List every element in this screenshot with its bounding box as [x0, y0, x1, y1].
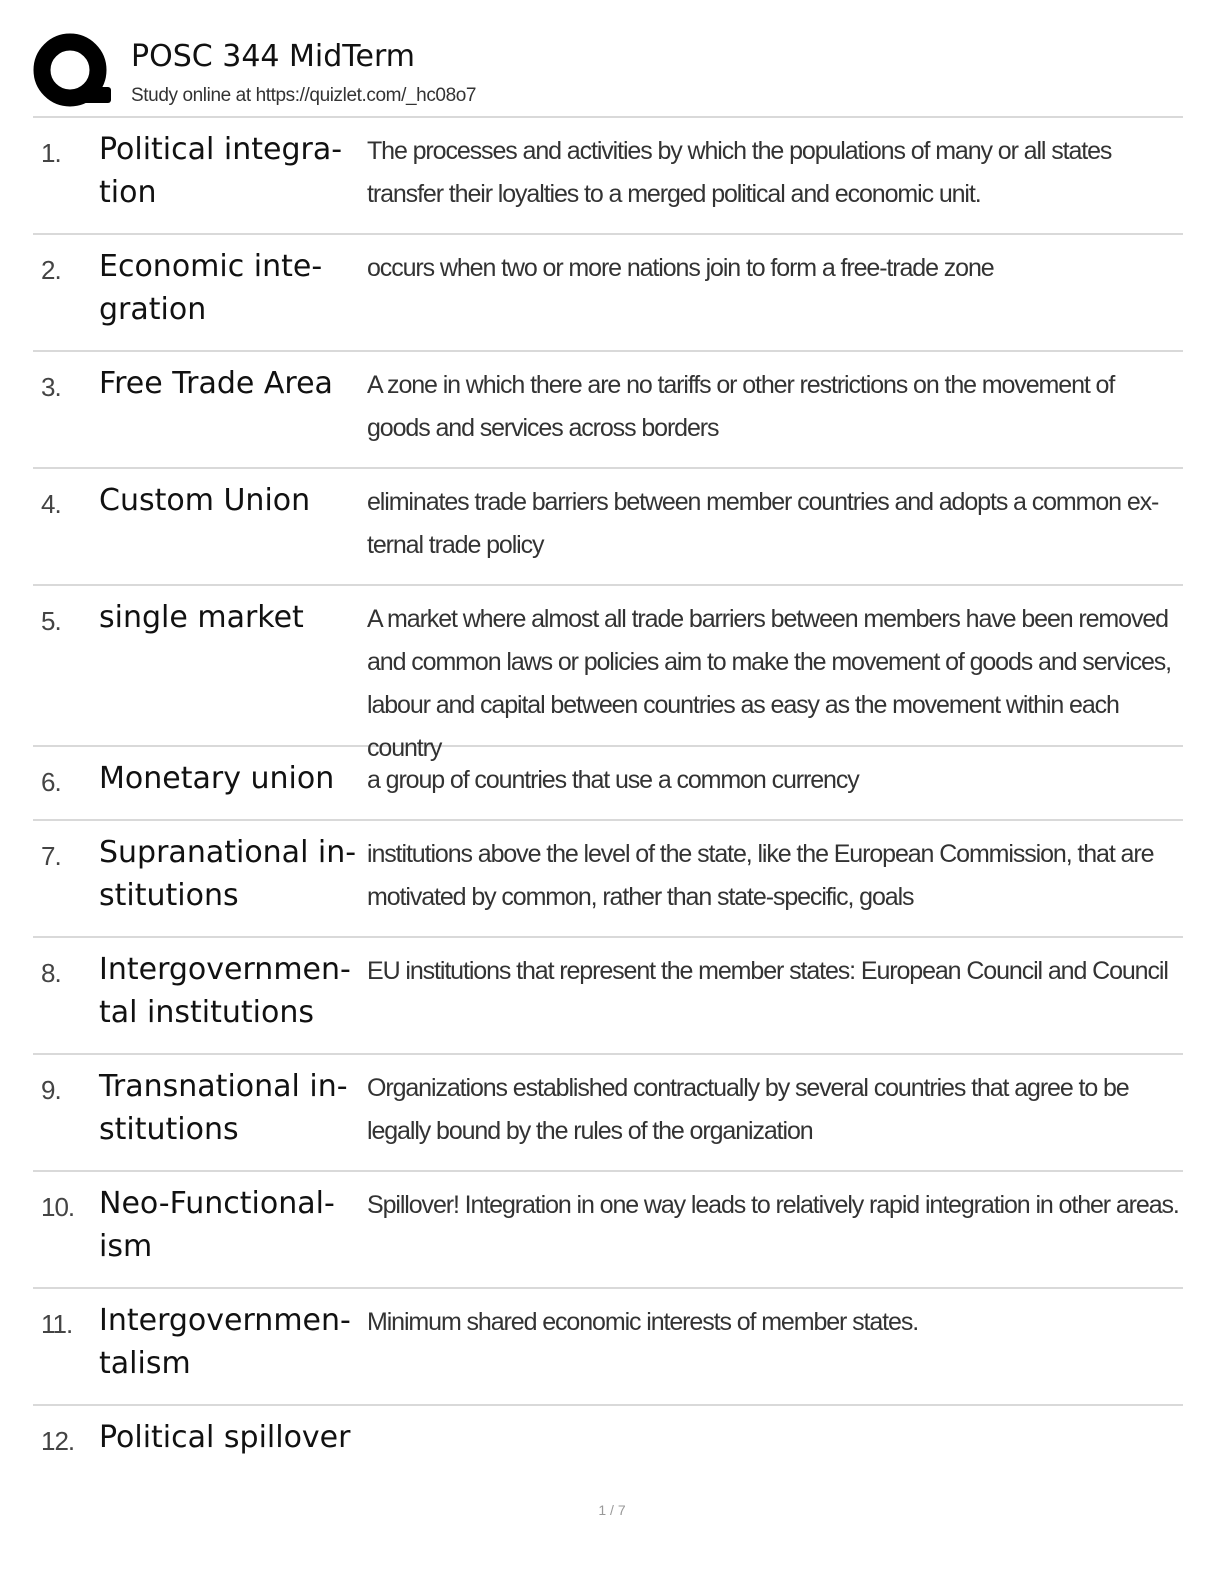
term-number: 7.	[41, 841, 61, 871]
list-item	[33, 1172, 1183, 1289]
term-text: Intergovernmen- talism	[99, 1303, 351, 1381]
term-definition: A zone in which there are no tariffs or other restrictions on the movement of goods and services across borders	[367, 371, 1115, 442]
term-text: Transnational in- stitutions	[99, 1069, 348, 1147]
term-definition: The processes and activities by which the populations of many or all states transfer their loyalties to a merged political and economic unit.	[367, 137, 1112, 208]
term-definition: institutions above the level of the state, like the European Commission, that are motivated by common, rather than state-specific, goals	[367, 840, 1154, 911]
term-text: Monetary union	[99, 761, 335, 796]
term-definition: Organizations established contractually by several countries that agree to be legally bound by the rules of the organization	[367, 1074, 1129, 1145]
term-number: 8.	[41, 958, 61, 988]
term-text: Economic inte- gration	[99, 249, 323, 327]
term-text: Supranational in- stitutions	[99, 835, 357, 913]
list-item	[33, 118, 1183, 235]
term-number: 3.	[41, 372, 61, 402]
list-item	[33, 1055, 1183, 1172]
term-definition: occurs when two or more nations join to form a free-trade zone	[367, 254, 994, 282]
term-number: 6.	[41, 767, 61, 797]
term-text: single market	[99, 600, 304, 635]
term-text: Political spillover	[99, 1420, 351, 1455]
term-number: 9.	[41, 1075, 61, 1105]
term-number: 1.	[41, 138, 61, 168]
study-online-link[interactable]: Study online at https://quizlet.com/_hc08o7	[131, 85, 477, 106]
term-list	[33, 118, 1183, 1480]
list-item	[33, 235, 1183, 352]
term-number: 12.	[41, 1426, 75, 1456]
list-item	[33, 747, 1183, 821]
list-item	[33, 469, 1183, 586]
term-number: 10.	[41, 1192, 75, 1222]
term-text: Custom Union	[99, 483, 311, 518]
term-number: 11.	[41, 1309, 73, 1339]
term-definition: Minimum shared economic interests of member states.	[367, 1308, 919, 1336]
quizlet-logo-icon	[33, 33, 111, 111]
term-definition: A market where almost all trade barriers between members have been removed and common laws or policies aim to make the movement of goods and services, labour and capital between countries as easy as the movement within each country	[367, 605, 1172, 762]
list-item	[33, 352, 1183, 469]
list-item	[33, 821, 1183, 938]
list-item	[33, 1289, 1183, 1406]
term-definition: a group of countries that use a common currency	[367, 766, 859, 794]
term-text: Political integra- tion	[99, 132, 343, 210]
term-number: 5.	[41, 606, 61, 636]
term-number: 2.	[41, 255, 61, 285]
term-definition: EU institutions that represent the member states: European Council and Council	[367, 957, 1168, 985]
term-text: Intergovernmen- tal institutions	[99, 952, 351, 1030]
page-header	[33, 33, 1183, 117]
list-item	[33, 586, 1183, 762]
term-number: 4.	[41, 489, 61, 519]
term-definition: Spillover! Integration in one way leads to relatively rapid integration in other areas.	[367, 1191, 1179, 1219]
term-definition: eliminates trade barriers between member countries and adopts a common ex- ternal trade policy	[367, 488, 1159, 559]
list-item	[33, 1406, 1183, 1480]
page-number: 1 / 7	[598, 1502, 626, 1518]
term-text: Free Trade Area	[99, 366, 333, 401]
list-item	[33, 938, 1183, 1055]
term-text: Neo-Functional- ism	[99, 1186, 335, 1264]
page-title: POSC 344 MidTerm	[131, 39, 416, 74]
